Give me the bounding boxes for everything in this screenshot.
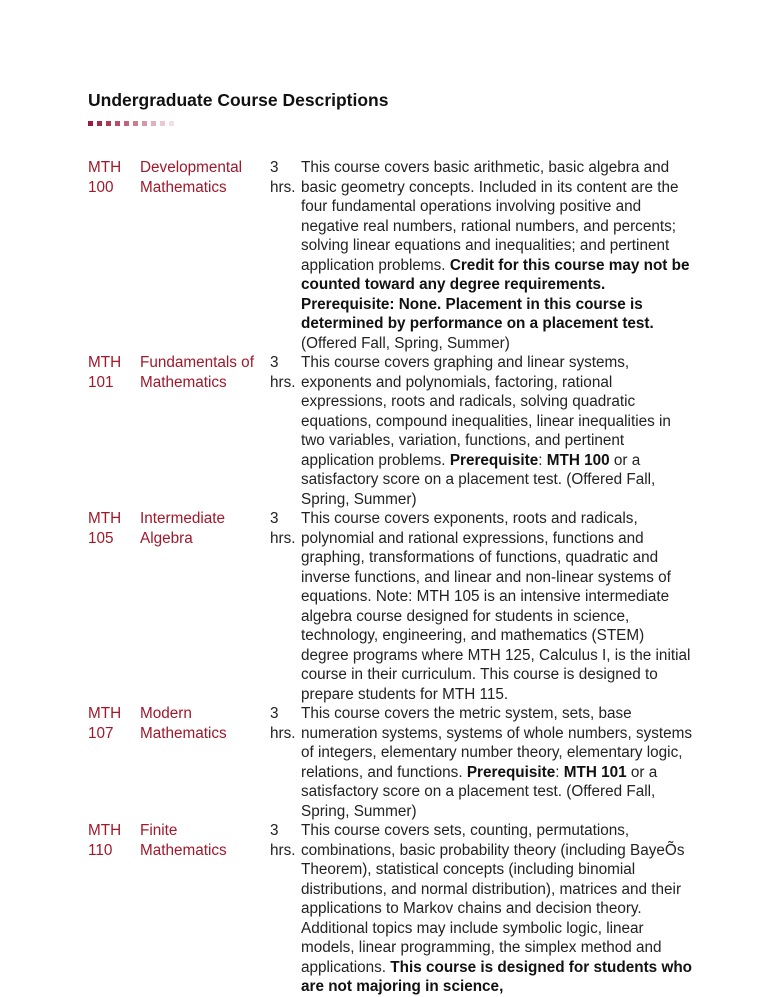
description-text: (Offered Fall, Spring, Summer)	[301, 334, 510, 352]
description-text: :	[555, 763, 564, 781]
course-code: MTH 110	[88, 822, 122, 859]
description-bold-text: MTH 101	[563, 763, 627, 781]
course-name: Intermediate Algebra	[140, 510, 226, 547]
description-text: or a satisfactory score on a placement test. (Offered Fall, Spring, Summer)	[301, 451, 656, 508]
divider-dot	[151, 121, 156, 126]
description-text: This course covers graphing and linear systems, exponents and polynomials, factoring, rational expressions, roots and radicals, solving quadratic equations, compound inequalities, linear inequalities in two variables, variation, functions, and pertinent application problems.	[301, 354, 671, 469]
divider-dot	[88, 121, 93, 126]
course-code: MTH 107	[88, 705, 122, 742]
description-text: :	[538, 451, 547, 469]
course-hours: 3 hrs.	[270, 354, 296, 391]
divider-dot	[124, 121, 129, 126]
page-title: Undergraduate Course Descriptions	[88, 90, 389, 110]
divider-dot	[97, 121, 102, 126]
description-text: or a satisfactory score on a placement test. (Offered Fall, Spring, Summer)	[301, 763, 658, 820]
course-row	[86, 509, 695, 704]
course-hours: 3 hrs.	[270, 510, 296, 547]
course-code: MTH 105	[88, 510, 122, 547]
course-hours: 3 hrs.	[270, 822, 296, 859]
course-hours: 3 hrs.	[270, 705, 296, 742]
description-bold-text: This course is designed for students who are not majoring in science,	[301, 958, 693, 995]
description-bold-text: Prerequisite	[449, 451, 539, 469]
description-text: This course covers the metric system, sets, base numeration systems, systems of whole numbers, systems of integers, elementary number theory, elementary logic, relations, and functions.	[301, 705, 693, 781]
description-text: This course covers exponents, roots and radicals, polynomial and rational expressions, functions and graphing, transformations of functions, quadratic and inverse functions, and linear and non-linear systems of equations. Note: MTH 105 is an intensive intermediate algebra course designed for students in science, technology, engineering, and mathematics (STEM) degree programs where MTH 125, Calculus I, is the initial course in their curriculum. This course is designed to prepare students for MTH 115.	[301, 510, 691, 703]
course-description	[298, 353, 695, 509]
course-description	[298, 821, 695, 997]
divider-dot	[115, 121, 120, 126]
course-name: Fundamentals of Mathematics	[140, 354, 254, 391]
course-row	[86, 158, 695, 353]
divider-dot	[160, 121, 165, 126]
course-row	[86, 353, 695, 509]
description-bold-text: Credit for this course may not be counted toward any degree requirements. Prerequisite: None. Placement in this course is determined by performance on a placement test.	[301, 256, 690, 332]
divider-dot	[133, 121, 138, 126]
course-hours: 3 hrs.	[270, 159, 296, 196]
divider-dot	[106, 121, 111, 126]
course-name: Modern Mathematics	[140, 705, 227, 742]
course-description	[298, 509, 695, 704]
divider-dot	[142, 121, 147, 126]
course-code: MTH 101	[88, 354, 122, 391]
course-description	[298, 158, 695, 353]
course-table	[86, 158, 695, 997]
description-bold-text: Prerequisite	[466, 763, 556, 781]
course-row	[86, 821, 695, 997]
description-text: This course covers basic arithmetic, basic algebra and basic geometry concepts. Included in its content are the four fundamental operations involving positive and negative real numbers, rational numbers, and percents; solving linear equations and inequalities; and pertinent application problems.	[301, 159, 679, 274]
description-text: This course covers sets, counting, permutations, combinations, basic probability theory (including BayeÕs Theorem), statistical concepts (including binomial distributions, and normal distribution), matrices and their applications to Markov chains and decision theory. Additional topics may include symbolic logic, linear models, linear programming, the simplex method and applications.	[301, 822, 685, 976]
divider-dot	[169, 121, 174, 126]
course-code: MTH 100	[88, 159, 122, 196]
course-name: Developmental Mathematics	[140, 159, 243, 196]
decorative-dot-divider	[88, 121, 174, 126]
description-bold-text: MTH 100	[546, 451, 610, 469]
course-description	[298, 704, 695, 821]
course-name: Finite Mathematics	[140, 822, 227, 859]
course-row	[86, 704, 695, 821]
